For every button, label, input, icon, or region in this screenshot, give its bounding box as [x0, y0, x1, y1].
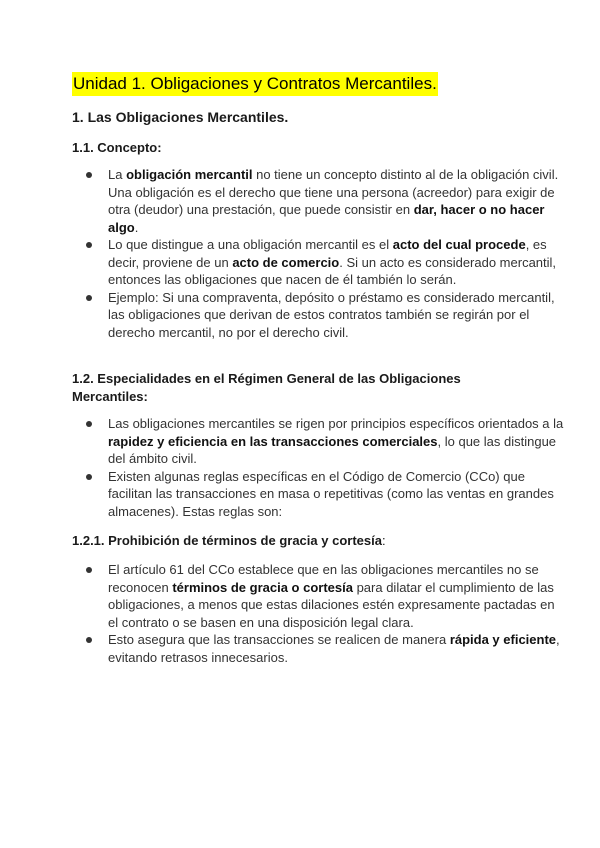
- grace-terms-bullet-list: [72, 561, 564, 666]
- specialties-bullet-list: [72, 415, 564, 520]
- list-item: Esto asegura que las transacciones se realicen de manera rápida y eficiente, evitando retrasos innecesarios.: [108, 631, 564, 666]
- highlight-term: dar, hacer o no hacer algo: [108, 202, 545, 235]
- list-item: Lo que distingue a una obligación mercantil es el acto del cual procede, es decir, proviene de un acto de comercio. Si un acto es considerado mercantil, entonces las obligaciones que nacen de él también lo serán.: [108, 236, 564, 289]
- section-heading-1-1: 1.1. Concepto:: [72, 140, 162, 155]
- section-heading-1: 1. Las Obligaciones Mercantiles.: [72, 109, 289, 125]
- highlight-term: acto del cual procede: [392, 237, 526, 252]
- concept-bullet-list: [72, 166, 564, 341]
- highlight-term: términos de gracia o cortesía: [172, 579, 353, 595]
- section-heading-1-2: 1.2. Especialidades en el Régimen General de las Obligaciones Mercantiles:: [72, 371, 461, 404]
- list-item: Existen algunas reglas específicas en el Código de Comercio (CCo) que facilitan las transacciones en masa o repetitivas (como las ventas en grandes almacenes). Estas reglas son:: [108, 468, 564, 521]
- unit-title: Unidad 1. Obligaciones y Contratos Mercantiles.: [72, 72, 438, 96]
- highlight-term: rapidez y eficiencia en las transacciones comerciales: [108, 433, 438, 449]
- list-item: La obligación mercantil no tiene un concepto distinto al de la obligación civil. Una obligación es el derecho que tiene una persona (acreedor) para exigir de otra (deudor) una prestación, que puede consistir en dar, hacer o no hacer algo.: [108, 166, 564, 236]
- list-item: Ejemplo: Si una compraventa, depósito o préstamo es considerado mercantil, las obligaciones que derivan de estos contratos también se regirán por el derecho mercantil, no por el derecho civil.: [108, 289, 564, 342]
- list-item: Las obligaciones mercantiles se rigen por principios específicos orientados a la rapidez y eficiencia en las transacciones comerciales, lo que las distingue del ámbito civil.: [108, 416, 564, 466]
- highlight-term: rápida y eficiente: [449, 632, 557, 647]
- section-heading-1-2-1: 1.2.1. Prohibición de términos de gracia y cortesía:: [72, 533, 386, 548]
- highlight-term: obligación mercantil: [126, 167, 253, 182]
- list-item: El artículo 61 del CCo establece que en las obligaciones mercantiles no se reconocen términos de gracia o cortesía para dilatar el cumplimiento de las obligaciones, a menos que estas dilaciones estén expresamente pactadas en el contrato o se basen en una disposición legal clara.: [108, 561, 564, 631]
- highlight-term: acto de comercio: [232, 254, 340, 270]
